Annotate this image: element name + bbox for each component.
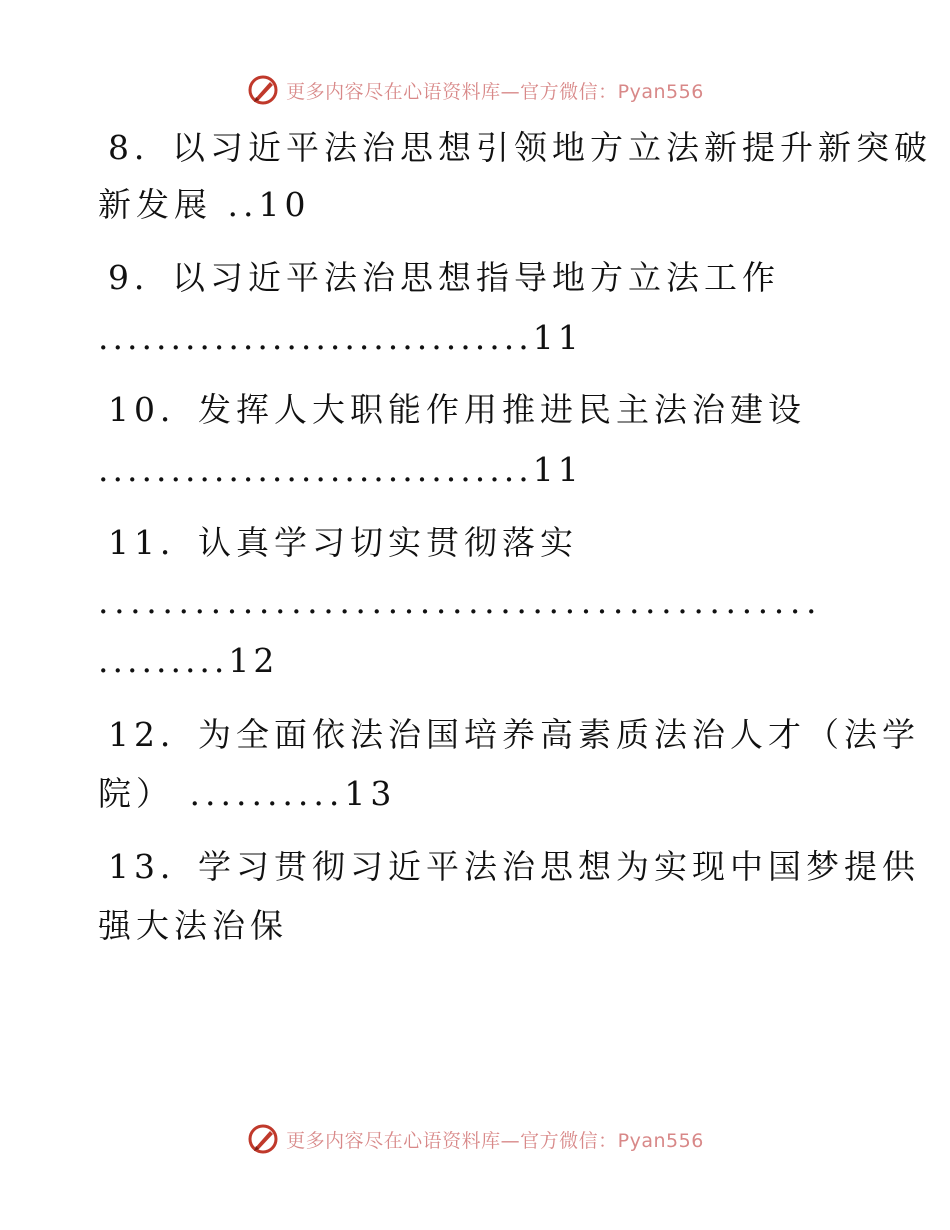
toc-entry-13[interactable]: 13．学习贯彻习近平法治思想为实现中国梦提供	[108, 847, 920, 886]
toc-entry-10[interactable]: 10．发挥人大职能作用推进民主法治建设	[108, 390, 806, 429]
toc-entry-9[interactable]: 9．以习近平法治思想指导地方立法工作	[108, 258, 780, 297]
toc-entry-10-leader[interactable]: ..............................11	[98, 450, 583, 489]
toc-entry-11-page[interactable]: .........12	[98, 641, 279, 680]
toc-entry-8-continued[interactable]: 新发展 ..10	[98, 185, 311, 224]
toc-entry-9-leader[interactable]: ..............................11	[98, 318, 583, 357]
toc-entry-8[interactable]: 8．以习近平法治思想引领地方立法新提升新突破	[108, 128, 932, 167]
banner-text: 更多内容尽在心语资料库—官方微信：Pyan556	[286, 1129, 704, 1152]
header-banner	[0, 70, 950, 110]
toc-entry-11[interactable]: 11．认真学习切实贯彻落实	[108, 523, 578, 562]
footer-banner	[0, 1119, 950, 1159]
toc-entry-11-leader[interactable]: .............................................	[98, 582, 823, 621]
pen-circle-logo-icon	[246, 73, 280, 107]
toc-entry-12[interactable]: 12．为全面依法治国培养高素质法治人才（法学	[108, 715, 920, 754]
toc-entry-12-continued[interactable]: 院） ..........13	[98, 774, 397, 813]
banner-text: 更多内容尽在心语资料库—官方微信：Pyan556	[286, 80, 704, 103]
pen-circle-logo-icon	[246, 1122, 280, 1156]
toc-entry-13-continued[interactable]: 强大法治保	[98, 906, 288, 945]
